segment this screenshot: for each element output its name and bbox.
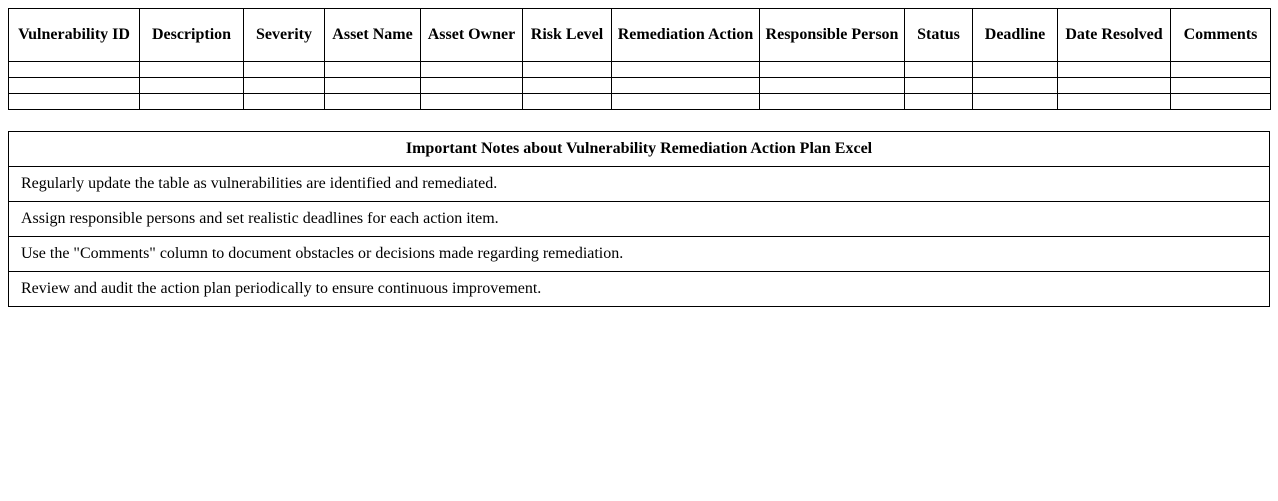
note-item: Use the "Comments" column to document obstacles or decisions made regarding remediation. <box>9 237 1270 272</box>
note-item: Assign responsible persons and set realistic deadlines for each action item. <box>9 202 1270 237</box>
remediation-plan-table <box>8 8 1271 110</box>
table-cell[interactable] <box>1058 94 1171 110</box>
table-cell[interactable] <box>760 62 905 78</box>
table-cell[interactable] <box>325 94 421 110</box>
table-cell[interactable] <box>1171 62 1271 78</box>
header-responsible-person: Responsible Person <box>760 9 905 62</box>
table-cell[interactable] <box>523 78 612 94</box>
table-cell[interactable] <box>523 62 612 78</box>
table-cell[interactable] <box>760 78 905 94</box>
header-risk-level: Risk Level <box>523 9 612 62</box>
table-cell[interactable] <box>421 78 523 94</box>
header-description: Description <box>140 9 244 62</box>
table-cell[interactable] <box>1171 78 1271 94</box>
table-cell[interactable] <box>244 78 325 94</box>
table-row <box>9 62 1271 78</box>
table-cell[interactable] <box>523 94 612 110</box>
header-date-resolved: Date Resolved <box>1058 9 1171 62</box>
table-cell[interactable] <box>9 78 140 94</box>
table-cell[interactable] <box>760 94 905 110</box>
note-item: Regularly update the table as vulnerabilities are identified and remediated. <box>9 167 1270 202</box>
table-cell[interactable] <box>973 94 1058 110</box>
note-item: Review and audit the action plan periodically to ensure continuous improvement. <box>9 272 1270 307</box>
header-severity: Severity <box>244 9 325 62</box>
header-deadline: Deadline <box>973 9 1058 62</box>
table-cell[interactable] <box>9 62 140 78</box>
table-cell[interactable] <box>612 78 760 94</box>
table-cell[interactable] <box>244 62 325 78</box>
table-cell[interactable] <box>1171 94 1271 110</box>
table-cell[interactable] <box>905 78 973 94</box>
table-cell[interactable] <box>1058 78 1171 94</box>
notes-header-row <box>9 132 1270 167</box>
table-row <box>9 78 1271 94</box>
table-cell[interactable] <box>325 62 421 78</box>
table-cell[interactable] <box>973 78 1058 94</box>
important-notes-table <box>8 131 1270 307</box>
header-status: Status <box>905 9 973 62</box>
note-row <box>9 202 1270 237</box>
note-row <box>9 272 1270 307</box>
note-row <box>9 167 1270 202</box>
table-cell[interactable] <box>244 94 325 110</box>
header-row <box>9 9 1271 62</box>
table-cell[interactable] <box>140 62 244 78</box>
table-cell[interactable] <box>421 94 523 110</box>
table-cell[interactable] <box>973 62 1058 78</box>
table-cell[interactable] <box>905 94 973 110</box>
table-cell[interactable] <box>905 62 973 78</box>
table-cell[interactable] <box>612 62 760 78</box>
table-cell[interactable] <box>140 78 244 94</box>
header-comments: Comments <box>1171 9 1271 62</box>
header-asset-name: Asset Name <box>325 9 421 62</box>
table-row <box>9 94 1271 110</box>
table-cell[interactable] <box>421 62 523 78</box>
note-row <box>9 237 1270 272</box>
header-remediation-action: Remediation Action <box>612 9 760 62</box>
table-cell[interactable] <box>1058 62 1171 78</box>
table-cell[interactable] <box>325 78 421 94</box>
table-cell[interactable] <box>140 94 244 110</box>
header-vulnerability-id: Vulnerability ID <box>9 9 140 62</box>
header-asset-owner: Asset Owner <box>421 9 523 62</box>
notes-title: Important Notes about Vulnerability Remediation Action Plan Excel <box>9 132 1270 167</box>
table-cell[interactable] <box>612 94 760 110</box>
table-cell[interactable] <box>9 94 140 110</box>
